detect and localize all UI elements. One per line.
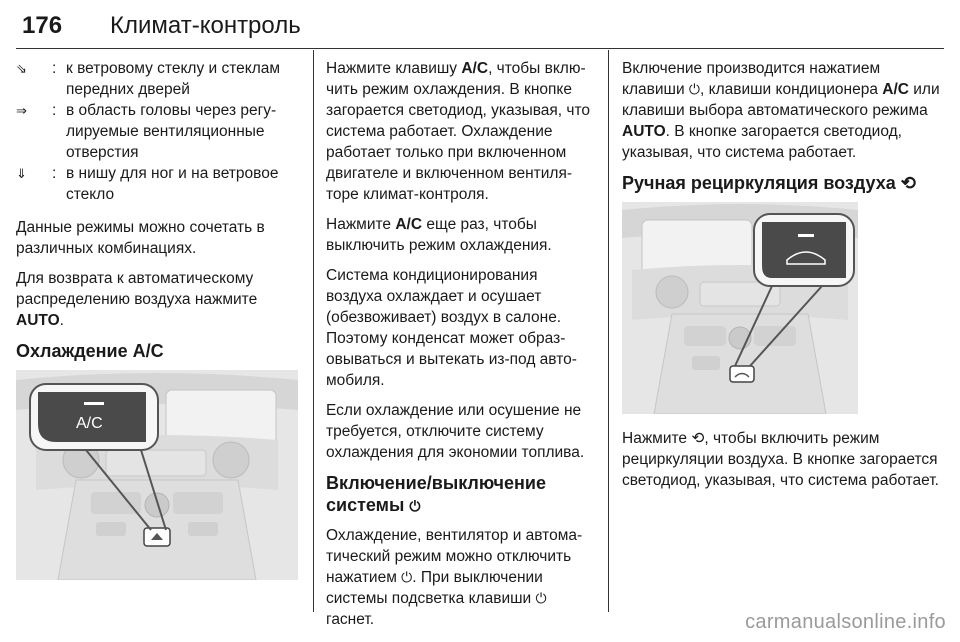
power-icon: ⏻: [688, 81, 700, 97]
page-header: [0, 0, 960, 48]
mode-colon: :: [52, 102, 57, 119]
watermark: carmanualsonline.info: [745, 611, 946, 633]
page-title: Климат-контроль: [110, 12, 301, 39]
mode-item: [16, 58, 302, 100]
heading-ac-cooling: Охлаждение A/C: [16, 341, 164, 361]
column-divider-2: [608, 50, 609, 612]
paragraph-ac-system: Система кондиционирования воздуха охлаждает и осушает (обезвоживает) воздух в салоне. Поэтому конденсат может образовываться и вытекать из-под автомобиля.: [326, 267, 577, 389]
power-icon: ⏻: [535, 590, 547, 606]
footwell-windscreen-icon: ⇓: [16, 166, 27, 181]
mode-description: в область головы через регулируемые вентиляционные отверстия: [66, 102, 277, 161]
console-illustration: [16, 370, 298, 580]
heading-recirculation: Ручная рециркуляция воздуха ⟲: [622, 173, 916, 193]
paragraph-system-off: Охлаждение, вентилятор и автоматический режим можно отключить нажатием ⏻. При выключении системы подсветка клавиши ⏻ гаснет.: [326, 527, 583, 628]
column-divider-1: [313, 50, 314, 612]
mode-description: к ветровому стеклу и стеклам передних дверей: [66, 60, 281, 98]
recirculation-button-photo: [622, 202, 858, 414]
column-2: [326, 58, 598, 639]
mode-list: [16, 58, 302, 205]
mode-item: [16, 100, 302, 163]
paragraph-combinations: Данные режимы можно сочетать в различных комбинациях.: [16, 219, 265, 257]
svg-text:A/C: A/C: [76, 415, 103, 432]
column-1: [16, 58, 302, 580]
page-number: 176: [22, 12, 63, 39]
power-icon: ⏻: [409, 498, 421, 514]
mode-colon: :: [52, 60, 57, 77]
paragraph-ac-disable: Нажмите A/C еще раз, чтобы выключить режим охлаждения.: [326, 216, 552, 254]
header-rule: [16, 48, 944, 49]
paragraph-auto-return: Для возврата к автоматическому распределению воздуха нажмите AUTO.: [16, 270, 258, 329]
recirculation-icon: ⟲: [691, 430, 705, 447]
paragraph-ac-enable: Нажмите клавишу A/C, чтобы включить режим охлаждения. В кнопке загорается светодиод, указывая, что система работает. Охлаждение работает только при включенном двигателе и включенном вентиляторе климат-контроля.: [326, 60, 591, 203]
mode-description: в нишу для ног и на ветровое стекло: [66, 165, 279, 203]
console-illustration: [622, 202, 858, 414]
paragraph-ac-economy: Если охлаждение или осушение не требуется, отключите систему охлаждения для экономии топлива.: [326, 402, 585, 461]
ac-button-photo: [16, 370, 298, 580]
column-3: [622, 58, 944, 500]
heading-system-onoff: Включение/выключение системы ⏻: [326, 473, 546, 515]
windscreen-doors-icon: ⇘: [16, 61, 27, 76]
paragraph-system-on: Включение производится нажатием клавиши ⏻, клавиши кондиционера A/C или клавиши выбора автоматического режима AUTO. В кнопке загорается светодиод, указывая, что система работает.: [622, 60, 940, 161]
power-icon: ⏻: [401, 569, 413, 585]
head-vents-icon: ⇒: [16, 103, 27, 118]
recirculation-icon: ⟲: [900, 173, 916, 193]
paragraph-recirculation: Нажмите ⟲, чтобы включить режим рециркуляции воздуха. В кнопке загорается светодиод, указывая, что система работает.: [622, 430, 939, 489]
mode-colon: :: [52, 165, 57, 182]
mode-item: [16, 163, 302, 205]
